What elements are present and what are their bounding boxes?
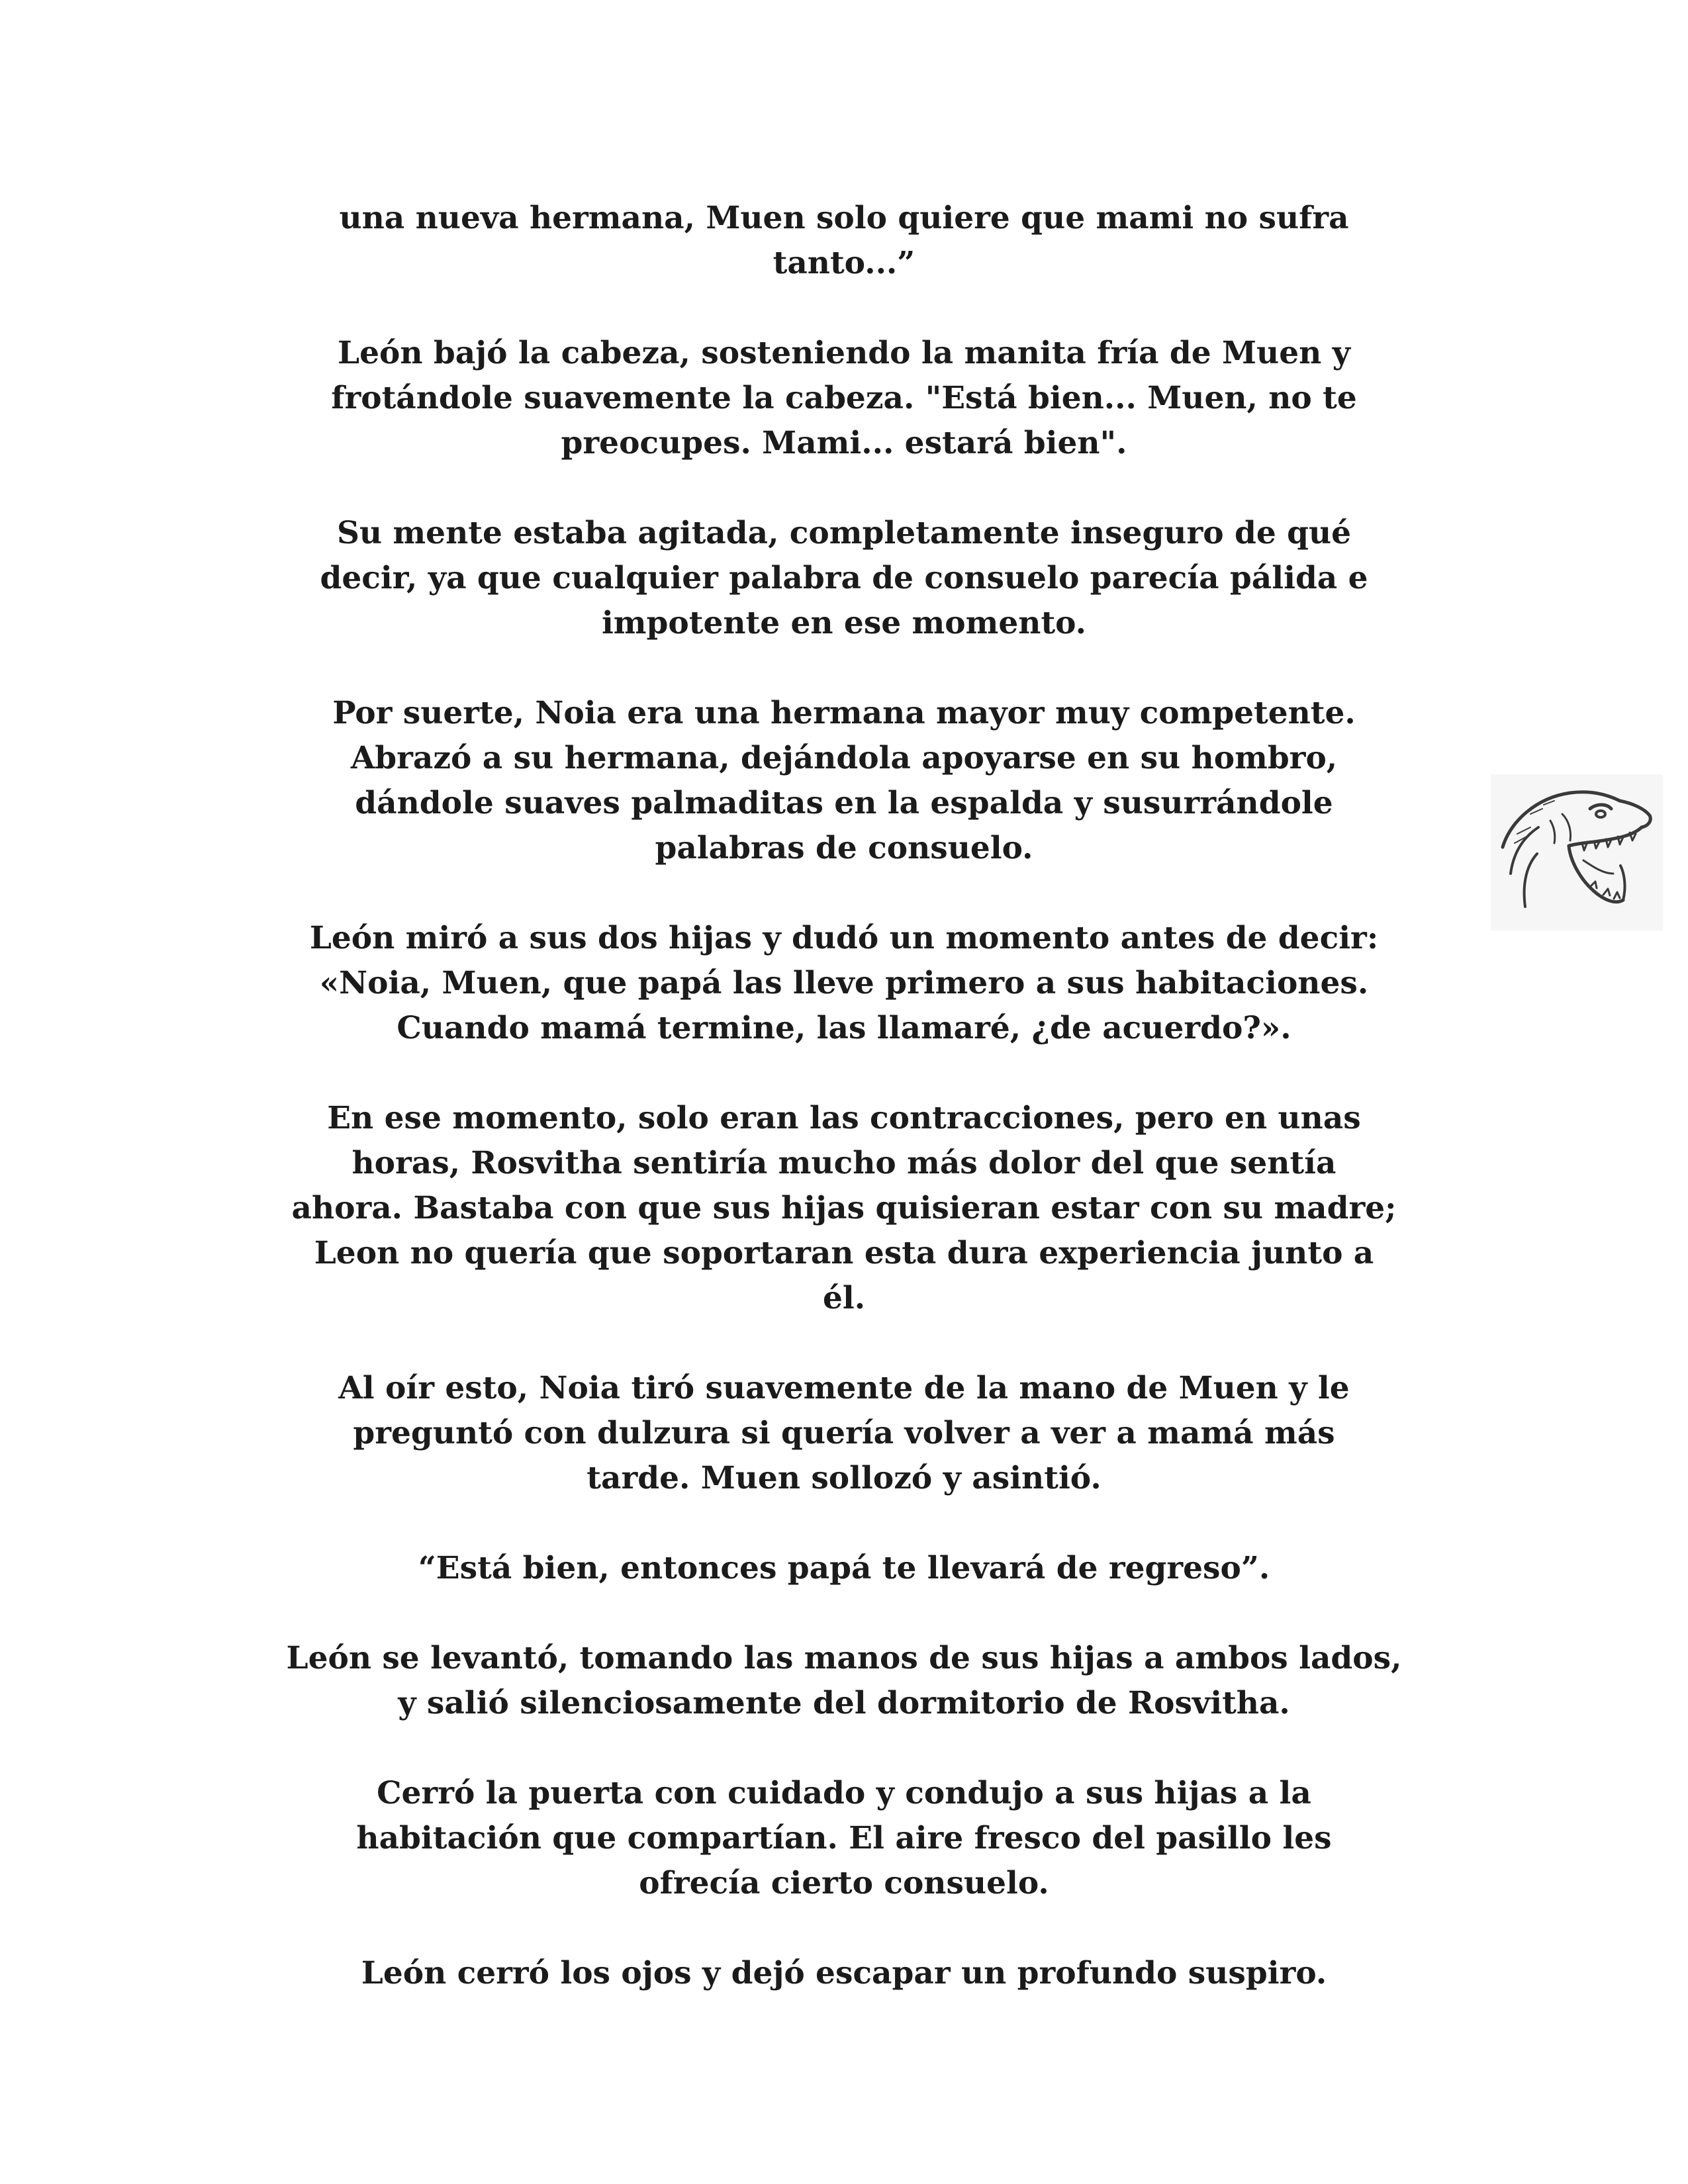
story-text	[225, 196, 1463, 1996]
paragraph-4: Por suerte, Noia era una hermana mayor muy competente. Abrazó a su hermana, dejándola apoyarse en su hombro, dándole suaves palmaditas en la espalda y susurrándole palabras de consuelo.	[332, 695, 1356, 866]
paragraph-7: Al oír esto, Noia tiró suavemente de la mano de Muen y le preguntó con dulzura si quería volver a ver a mamá más tarde. Muen sollozó y asintió.	[338, 1370, 1350, 1496]
paragraph-1: una nueva hermana, Muen solo quiere que mami no sufra tanto...”	[339, 200, 1349, 281]
paragraph-10: Cerró la puerta con cuidado y condujo a sus hijas a la habitación que compartían. El aire fresco del pasillo les ofrecía cierto consuelo.	[356, 1775, 1332, 1901]
paragraph-2: León bajó la cabeza, sosteniendo la manita fría de Muen y frotándole suavemente la cabeza. "Está bien... Muen, no te preocupes. Mami... estará bien".	[331, 335, 1357, 461]
paragraph-8: “Está bien, entonces papá te llevará de regreso”.	[418, 1550, 1270, 1586]
paragraph-6: En ese momento, solo eran las contracciones, pero en unas horas, Rosvitha sentiría mucho más dolor del que sentía ahora. Bastaba con que sus hijas quisieran estar con su madre; Leon no quería que soportaran esta dura experiencia junto a él.	[291, 1100, 1397, 1316]
dinosaur-head-icon	[1491, 774, 1663, 931]
paragraph-11: León cerró los ojos y dejó escapar un profundo suspiro.	[361, 1955, 1327, 1991]
paragraph-3: Su mente estaba agitada, completamente inseguro de qué decir, ya que cualquier palabra de consuelo parecía pálida e impotente en ese momento.	[320, 515, 1368, 641]
paragraph-5: León miró a sus dos hijas y dudó un momento antes de decir: «Noia, Muen, que papá las lleve primero a sus habitaciones. Cuando mamá termine, las llamaré, ¿de acuerdo?».	[309, 920, 1379, 1046]
paragraph-9: León se levantó, tomando las manos de sus hijas a ambos lados, y salió silenciosamente del dormitorio de Rosvitha.	[286, 1640, 1402, 1721]
